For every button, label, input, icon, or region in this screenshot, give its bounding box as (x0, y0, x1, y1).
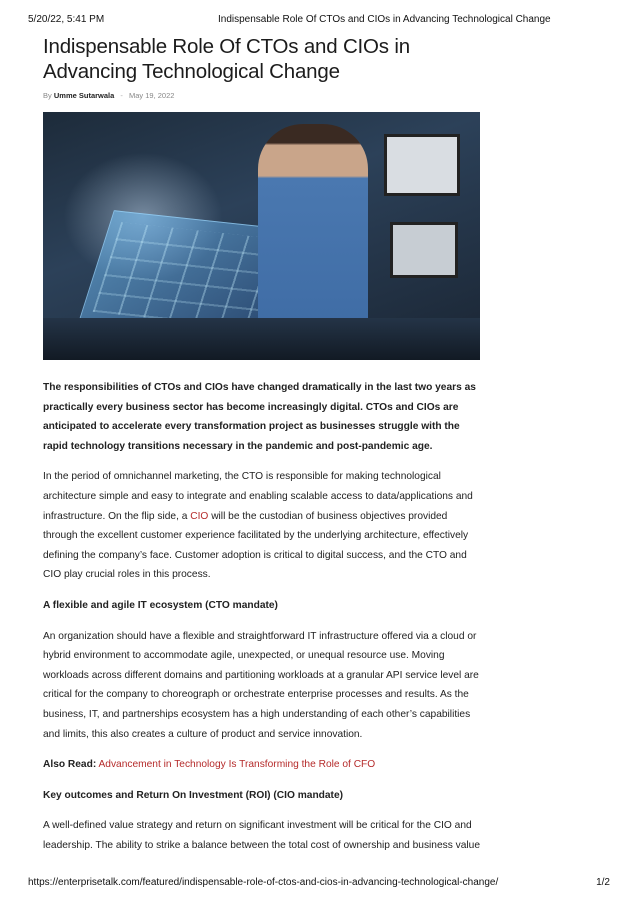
hero-desk (43, 318, 480, 360)
print-url: https://enterprisetalk.com/featured/indispensable-role-of-ctos-and-cios-in-advancing-technological-change/ (28, 877, 499, 888)
print-page-number: 1/2 (596, 877, 610, 888)
section-heading-cio: Key outcomes and Return On Investment (ROI) (CIO mandate) (43, 789, 344, 801)
paragraph-3: A well-defined value strategy and return on significant investment will be critical for the CIO and leadership. The ability to strike a balance between the total cost of ownership and business value (43, 820, 481, 851)
byline-prefix: By (43, 91, 52, 100)
also-read-label: Also Read: (43, 759, 97, 771)
publish-date: May 19, 2022 (129, 91, 175, 100)
byline (43, 91, 483, 100)
author-link[interactable]: Umme Sutarwala (53, 91, 115, 100)
paragraph-2: An organization should have a flexible and straightforward IT infrastructure offered via a cloud or hybrid environment to accommodate agile, unexpected, or unequal resource use. Moving workloads across different domains and partitioning workloads at a granular API service level are critical for the company to choreograph or orchestrate enterprise processes and results. As the business, IT, and partnerships ecosystem has a high understanding of each other’s capabilities and limits, this also creates a culture of product and service innovation. (43, 630, 479, 740)
hero-monitor-secondary (390, 222, 458, 278)
paragraph-1 (43, 467, 483, 585)
section-heading-cto: A flexible and agile IT ecosystem (CTO mandate) (43, 599, 278, 611)
print-datetime: 5/20/22, 5:41 PM (28, 14, 105, 25)
paragraph-1-text-b: will be the custodian of business objectives provided through the excellent customer experience facilitated by the underlying architecture, effectively defining the company’s face. Customer adoption is critical to digital success, and the CTO and CIO play crucial roles in this process. (43, 510, 469, 581)
byline-separator: - (120, 91, 123, 100)
lead-paragraph: The responsibilities of CTOs and CIOs have changed dramatically in the last two years as practically every business sector has become increasingly digital. CTOs and CIOs are anticipated to accelerate every transformation project as businesses struggle with the rapid technology transitions necessary in the pandemic and post-pandemic age. (43, 382, 476, 452)
article (43, 34, 483, 866)
also-read (43, 755, 483, 775)
print-header (28, 14, 610, 28)
article-body (43, 378, 483, 855)
hero-monitor (384, 134, 460, 196)
paragraph-1-text-a: In the period of omnichannel marketing, the CTO is responsible for making technological architecture simple and easy to integrate and enabling scalable access to data/applications and infrastructure. On the flip side, a (43, 471, 473, 522)
print-footer (28, 877, 610, 891)
print-page-title: Indispensable Role Of CTOs and CIOs in Advancing Technological Change (218, 14, 551, 25)
article-title: Indispensable Role Of CTOs and CIOs in Advancing Technological Change (43, 35, 410, 83)
hero-image (43, 112, 480, 360)
also-read-link[interactable]: Advancement in Technology Is Transforming the Role of CFO (98, 759, 376, 771)
cio-link[interactable]: CIO (190, 510, 209, 522)
